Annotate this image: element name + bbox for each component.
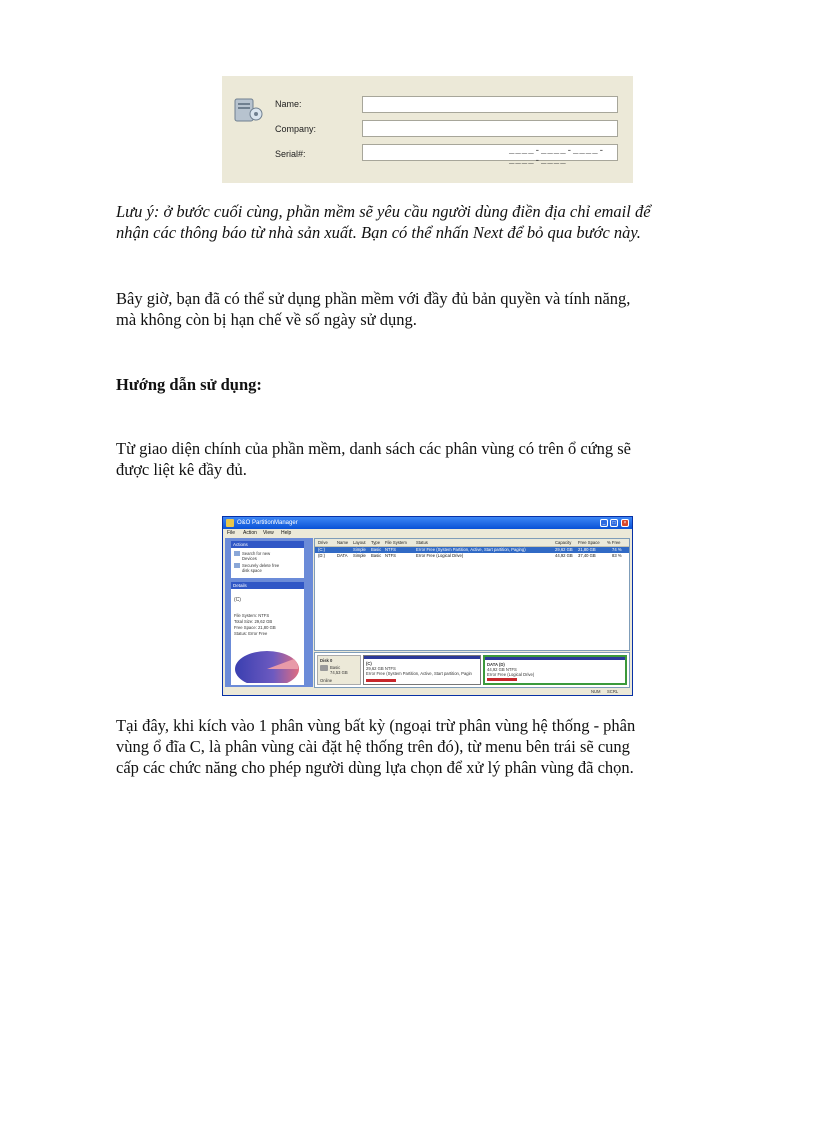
table-row[interactable]: (D:) DATA Simple Basic NTFS Error Free (Logical Drive) 44,92 GB 37,40 GB 83 % [318, 553, 622, 558]
section-heading: Hướng dẫn sử dụng: [116, 375, 262, 394]
partition-c-block[interactable]: (C) 29,62 GB NTFS Error Free (System Partition, Active, Start partition, Pagin [363, 655, 481, 685]
minimize-icon[interactable]: _ [600, 519, 608, 527]
intro-paragraph [116, 438, 726, 480]
computer-icon [232, 94, 264, 126]
serial-label: Serial#: [275, 149, 306, 159]
name-field[interactable] [362, 96, 618, 113]
note-paragraph [116, 201, 756, 243]
partition-manager-screenshot [222, 516, 633, 696]
task-pane [225, 538, 313, 687]
serial-mask: ____-____-____-____-____ [509, 146, 606, 166]
license-line-1: Bây giờ, bạn đã có thể sử dụng phần mềm với đầy đủ bản quyền và tính năng, [116, 289, 631, 308]
usage-pie-chart [234, 647, 300, 683]
detail-drive: (C) [234, 597, 241, 603]
disk-map [314, 652, 630, 688]
company-field[interactable] [362, 120, 618, 137]
col-capacity[interactable]: Capacity [555, 540, 572, 545]
partition-d-block[interactable]: DATA (D) 44,92 GB NTFS Error Free (Logical Drive) [483, 655, 627, 685]
menu-bar [223, 529, 632, 537]
col-type[interactable]: Type [371, 540, 381, 545]
title-bar [223, 517, 632, 529]
menu-view[interactable]: View [263, 530, 274, 536]
usage-line-3: cấp các chức năng cho phép người dùng lựa chọn để xử lý phân vùng đã chọn. [116, 758, 634, 777]
usage-line-2: vùng ổ đĩa C, là phân vùng cài đặt hệ thống trên đó), từ menu bên trái sẽ cung [116, 737, 630, 756]
name-label: Name: [275, 99, 302, 109]
usage-paragraph [116, 715, 726, 778]
search-icon [234, 551, 240, 556]
action-search-devices[interactable]: Search for new Devices [242, 551, 271, 561]
company-label: Company: [275, 124, 317, 134]
detail-free-space: Free Space: 21,80 GB [234, 625, 276, 630]
status-bar [223, 689, 632, 695]
note-line-1: Lưu ý: ở bước cuối cùng, phần mềm sẽ yêu cầu người dùng điền địa chỉ email để [116, 202, 651, 221]
col-free-space[interactable]: Free Space [578, 540, 600, 545]
col-pct-free[interactable]: % Free [607, 540, 621, 545]
menu-file[interactable]: File [227, 530, 236, 536]
action-secure-delete[interactable]: Securely delete free disk space [242, 563, 280, 573]
col-name[interactable]: Name [337, 540, 349, 545]
col-status[interactable]: Status [416, 540, 428, 545]
window-title: O&O PartitionManager [237, 520, 298, 526]
serial-field[interactable] [362, 144, 618, 166]
registration-dialog-image [222, 76, 633, 183]
status-num: NUM [591, 689, 601, 694]
actions-panel [231, 548, 304, 578]
note-line-2: nhận các thông báo từ nhà sản xuất. Bạn có thể nhấn Next để bỏ qua bước này. [116, 223, 641, 242]
detail-file-system: File System: NTFS [234, 613, 270, 618]
license-line-2: mà không còn bị hạn chế về số ngày sử dụng. [116, 310, 417, 329]
intro-line-1: Từ giao diện chính của phần mềm, danh sách các phân vùng có trên ổ cứng sẽ [116, 439, 632, 458]
partition-list [314, 538, 630, 651]
app-icon [226, 519, 234, 527]
hard-disk-icon [320, 665, 328, 671]
license-paragraph [116, 288, 726, 330]
status-scrl: SCRL [607, 689, 619, 694]
actions-header[interactable]: Actions [231, 541, 304, 548]
delete-icon [234, 563, 240, 568]
menu-action[interactable]: Action [243, 530, 257, 536]
details-panel [231, 589, 304, 685]
maximize-icon[interactable]: □ [610, 519, 618, 527]
details-header[interactable]: Details [231, 582, 304, 589]
col-layout[interactable]: Layout [353, 540, 366, 545]
table-row[interactable]: (C:) Simple Basic NTFS Error Free (System Partition, Active, Start partition, Paging) 29,62 GB 21,80 GB 74 % [315, 547, 629, 553]
close-icon[interactable]: × [621, 519, 629, 527]
menu-help[interactable]: Help [281, 530, 292, 536]
usage-line-1: Tại đây, khi kích vào 1 phân vùng bất kỳ (ngoại trừ phân vùng hệ thống - phân [116, 716, 636, 735]
col-file-system[interactable]: File System [385, 540, 407, 545]
disk-0-box[interactable]: Disk 0 Basic 74,53 GB Online [317, 655, 361, 685]
detail-status: Status: Error Free [234, 631, 268, 636]
detail-total-size: Total Size: 29,62 GB [234, 619, 273, 624]
col-drive[interactable]: Drive [318, 540, 328, 545]
intro-line-2: được liệt kê đầy đủ. [116, 460, 247, 479]
